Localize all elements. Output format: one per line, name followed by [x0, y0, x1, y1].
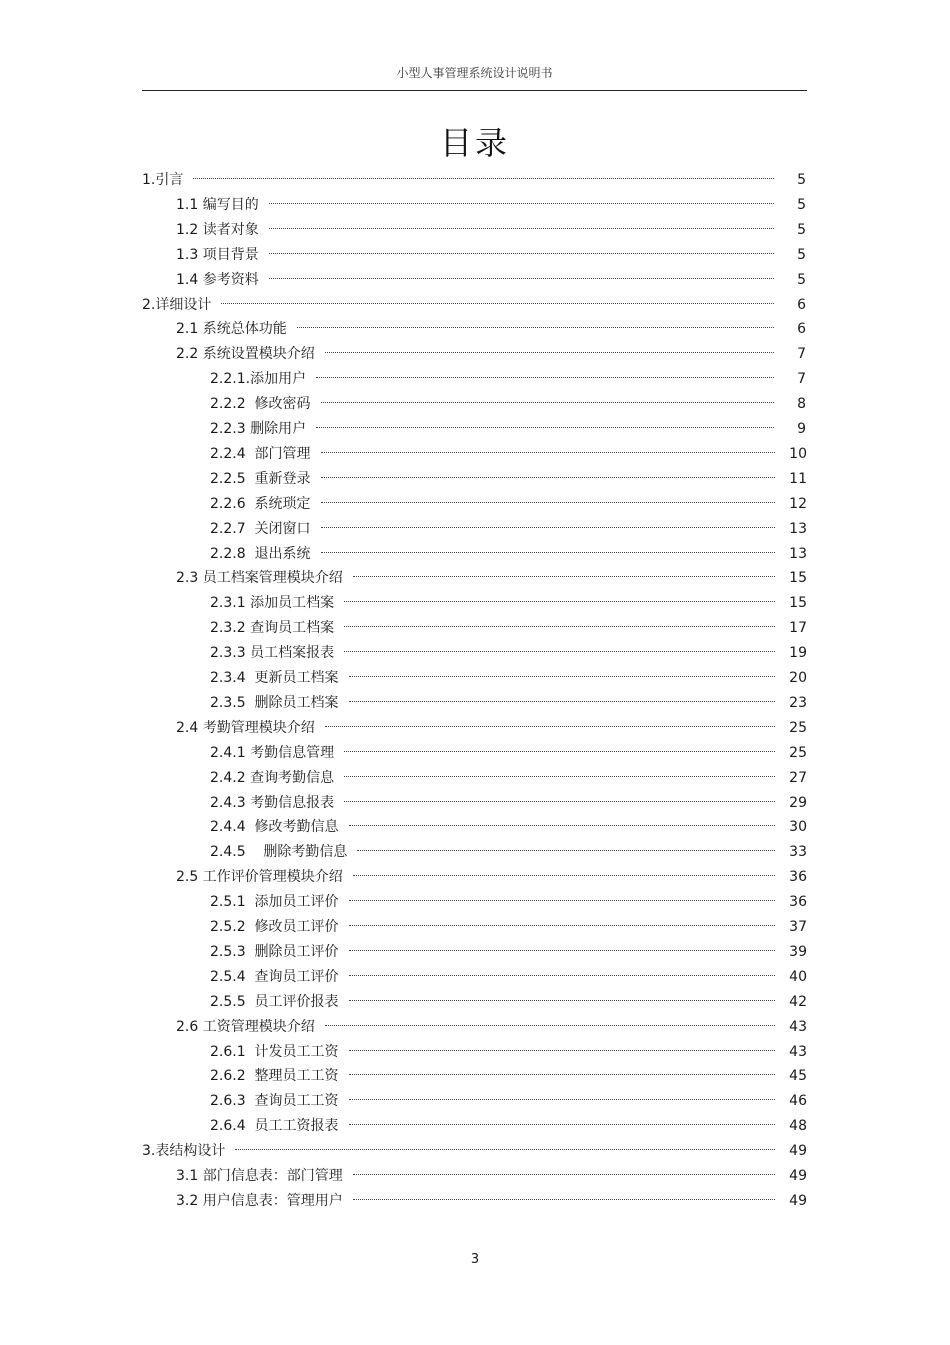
toc-leader-dots	[344, 776, 775, 777]
toc-entry-label: 2.2.2 修改密码	[210, 393, 315, 415]
toc-entry-page: 25	[789, 720, 807, 736]
toc-entry-label: 1.4 参考资料	[176, 269, 263, 291]
toc-leader-dots	[344, 651, 775, 652]
toc-leader-dots	[321, 552, 775, 553]
toc-leader-dots	[349, 1099, 775, 1100]
toc-leader-dots	[344, 601, 775, 602]
toc-entry-label: 2.4.5 删除考勤信息	[210, 841, 351, 863]
toc-entry-page: 45	[789, 1068, 807, 1084]
toc-entry-page: 30	[789, 819, 807, 835]
toc-entry[interactable]	[176, 318, 806, 340]
toc-entry-page: 49	[789, 1193, 807, 1209]
toc-entry[interactable]	[176, 194, 806, 216]
toc-leader-dots	[353, 576, 775, 577]
toc-entry[interactable]	[210, 518, 807, 540]
toc-entry-page: 19	[789, 645, 807, 661]
toc-leader-dots	[321, 477, 775, 478]
toc-leader-dots	[316, 377, 774, 378]
toc-entry[interactable]	[210, 692, 807, 714]
toc-leader-dots	[321, 502, 775, 503]
toc-entry-label: 2.5.2 修改员工评价	[210, 916, 343, 938]
toc-entry-label: 2.3.2 查询员工档案	[210, 617, 338, 639]
toc-entry-page: 23	[789, 695, 807, 711]
toc-entry-page: 13	[789, 521, 807, 537]
toc-entry-label: 1.3 项目背景	[176, 244, 263, 266]
toc-leader-dots	[349, 1124, 775, 1125]
toc-leader-dots	[357, 850, 775, 851]
toc-leader-dots	[344, 626, 775, 627]
toc-entry-label: 1.1 编写目的	[176, 194, 263, 216]
toc-entry[interactable]	[210, 1041, 807, 1063]
toc-entry-label: 2.6.3 查询员工工资	[210, 1090, 343, 1112]
toc-entry-label: 2.3.5 删除员工档案	[210, 692, 343, 714]
toc-entry-page: 48	[789, 1118, 807, 1134]
page-number: 3	[470, 1252, 480, 1267]
toc-entry-label: 2.2.1.添加用户	[210, 368, 310, 390]
toc-entry[interactable]	[176, 567, 807, 589]
toc-entry-page: 5	[797, 222, 806, 238]
toc-leader-dots	[353, 1174, 775, 1175]
toc-entry-label: 2.2.5 重新登录	[210, 468, 315, 490]
toc-leader-dots	[321, 452, 775, 453]
toc-leader-dots	[297, 327, 774, 328]
toc-entry-label: 3.2 用户信息表：管理用户	[176, 1190, 347, 1212]
toc-entry-page: 5	[797, 172, 806, 188]
toc-entry-label: 2.6 工资管理模块介绍	[176, 1016, 319, 1038]
toc-entry[interactable]	[176, 1190, 807, 1212]
toc-entry[interactable]	[210, 941, 807, 963]
toc-entry-page: 15	[789, 570, 807, 586]
toc-entry[interactable]	[176, 1165, 807, 1187]
toc-entry-label: 2.3.1 添加员工档案	[210, 592, 338, 614]
toc-entry-label: 2.3.3 员工档案报表	[210, 642, 338, 664]
toc-entry[interactable]	[210, 493, 807, 515]
toc-leader-dots	[321, 527, 775, 528]
toc-entry-page: 36	[789, 894, 807, 910]
toc-entry-page: 49	[789, 1143, 807, 1159]
toc-entry[interactable]	[176, 244, 806, 266]
toc-entry[interactable]	[210, 1115, 807, 1137]
toc-leader-dots	[193, 178, 774, 179]
toc-leader-dots	[353, 1199, 775, 1200]
toc-entry-page: 42	[789, 994, 807, 1010]
toc-entry-label: 2.2.7 关闭窗口	[210, 518, 315, 540]
toc-leader-dots	[349, 975, 775, 976]
toc-entry-page: 27	[789, 770, 807, 786]
toc-entry-label: 2.5.1 添加员工评价	[210, 891, 343, 913]
toc-entry[interactable]	[210, 966, 807, 988]
toc-entry[interactable]	[176, 343, 806, 365]
running-header: 小型人事管理系统设计说明书	[396, 66, 553, 80]
toc-entry[interactable]	[210, 816, 807, 838]
toc-entry[interactable]	[210, 418, 806, 440]
toc-entry[interactable]	[210, 393, 806, 415]
toc-entry-page: 40	[789, 969, 807, 985]
toc-entry-label: 2.5 工作评价管理模块介绍	[176, 866, 347, 888]
toc-leader-dots	[325, 726, 775, 727]
toc-entry-page: 20	[789, 670, 807, 686]
toc-entry-page: 49	[789, 1168, 807, 1184]
toc-entry-page: 37	[789, 919, 807, 935]
toc-leader-dots	[349, 925, 775, 926]
toc-entry[interactable]	[176, 219, 806, 241]
toc-leader-dots	[344, 751, 775, 752]
toc-entry[interactable]	[210, 468, 807, 490]
toc-entry[interactable]	[142, 169, 806, 191]
toc-entry[interactable]	[210, 368, 806, 390]
toc-leader-dots	[325, 352, 774, 353]
toc-leader-dots	[349, 701, 775, 702]
toc-entry-page: 6	[797, 297, 806, 313]
toc-leader-dots	[235, 1149, 775, 1150]
toc-entry-page: 13	[789, 546, 807, 562]
toc-entry[interactable]	[210, 617, 807, 639]
toc-entry-page: 5	[797, 197, 806, 213]
toc-entry-label: 2.5.3 删除员工评价	[210, 941, 343, 963]
toc-entry-label: 2.5.5 员工评价报表	[210, 991, 343, 1013]
toc-entry-label: 3.1 部门信息表：部门管理	[176, 1165, 347, 1187]
toc-entry[interactable]	[176, 269, 806, 291]
toc-leader-dots	[353, 875, 775, 876]
header-rule	[142, 90, 807, 91]
toc-entry[interactable]	[210, 667, 807, 689]
toc-entry[interactable]	[142, 294, 806, 316]
toc-entry-page: 12	[789, 496, 807, 512]
toc-entry-label: 2.2.4 部门管理	[210, 443, 315, 465]
toc-entry-label: 2.4.2 查询考勤信息	[210, 767, 338, 789]
toc-entry-label: 1.2 读者对象	[176, 219, 263, 241]
toc-entry-page: 17	[789, 620, 807, 636]
toc-entry-page: 46	[789, 1093, 807, 1109]
toc-entry-page: 43	[789, 1044, 807, 1060]
toc-entry-page: 10	[789, 446, 807, 462]
toc-entry[interactable]	[210, 841, 807, 863]
toc-entry-label: 2.3 员工档案管理模块介绍	[176, 567, 347, 589]
toc-entry-label: 2.3.4 更新员工档案	[210, 667, 343, 689]
toc-leader-dots	[269, 228, 774, 229]
toc-leader-dots	[269, 278, 774, 279]
toc-leader-dots	[349, 900, 775, 901]
toc-leader-dots	[349, 825, 775, 826]
toc-entry[interactable]	[210, 1065, 807, 1087]
toc-entry[interactable]	[176, 717, 807, 739]
toc-entry-page: 7	[797, 371, 806, 387]
toc-entry-page: 39	[789, 944, 807, 960]
toc-entry[interactable]	[210, 543, 807, 565]
toc-entry[interactable]	[210, 991, 807, 1013]
toc-leader-dots	[349, 1050, 775, 1051]
page-title: 目录	[439, 124, 510, 162]
toc-entry-page: 11	[789, 471, 807, 487]
toc-leader-dots	[321, 402, 774, 403]
toc-entry-label: 3.表结构设计	[142, 1140, 229, 1162]
toc-leader-dots	[316, 427, 774, 428]
toc-entry-page: 36	[789, 869, 807, 885]
toc-entry-label: 2.4 考勤管理模块介绍	[176, 717, 319, 739]
toc-entry-page: 5	[797, 247, 806, 263]
toc-entry[interactable]	[176, 1016, 807, 1038]
toc-entry[interactable]	[176, 866, 807, 888]
toc-entry-page: 6	[797, 321, 806, 337]
toc-leader-dots	[349, 950, 775, 951]
toc-entry-page: 9	[797, 421, 806, 437]
toc-entry[interactable]	[142, 1140, 807, 1162]
toc-entry-label: 2.4.4 修改考勤信息	[210, 816, 343, 838]
toc-leader-dots	[269, 203, 774, 204]
toc-leader-dots	[269, 253, 774, 254]
toc-entry[interactable]	[210, 1090, 807, 1112]
toc-entry-label: 2.6.4 员工工资报表	[210, 1115, 343, 1137]
toc-leader-dots	[349, 1000, 775, 1001]
toc-entry-page: 8	[797, 396, 806, 412]
toc-entry-label: 2.2.6 系统琐定	[210, 493, 315, 515]
toc-entry[interactable]	[210, 742, 807, 764]
toc-entry-page: 5	[797, 272, 806, 288]
toc-leader-dots	[344, 801, 775, 802]
toc-entry-page: 7	[797, 346, 806, 362]
toc-entry[interactable]	[210, 792, 807, 814]
toc-entry-label: 2.6.1 计发员工工资	[210, 1041, 343, 1063]
toc-entry-label: 2.4.1 考勤信息管理	[210, 742, 338, 764]
toc-entry-label: 2.2.3 删除用户	[210, 418, 310, 440]
toc-entry[interactable]	[210, 891, 807, 913]
toc-entry-page: 15	[789, 595, 807, 611]
toc-leader-dots	[349, 1074, 775, 1075]
toc-entry[interactable]	[210, 916, 807, 938]
toc-entry-label: 2.4.3 考勤信息报表	[210, 792, 338, 814]
toc-entry[interactable]	[210, 767, 807, 789]
toc-entry[interactable]	[210, 592, 807, 614]
toc-entry-label: 2.2.8 退出系统	[210, 543, 315, 565]
toc-entry-label: 2.1 系统总体功能	[176, 318, 291, 340]
toc-entry[interactable]	[210, 443, 807, 465]
toc-entry-page: 33	[789, 844, 807, 860]
toc-leader-dots	[325, 1025, 775, 1026]
toc-leader-dots	[349, 676, 775, 677]
toc-leader-dots	[221, 303, 774, 304]
toc-entry-label: 2.6.2 整理员工工资	[210, 1065, 343, 1087]
toc-entry-label: 1.引言	[142, 169, 187, 191]
toc-entry-page: 25	[789, 745, 807, 761]
toc-entry-label: 2.2 系统设置模块介绍	[176, 343, 319, 365]
toc-entry-label: 2.详细设计	[142, 294, 215, 316]
toc-entry-page: 43	[789, 1019, 807, 1035]
toc-entry-label: 2.5.4 查询员工评价	[210, 966, 343, 988]
toc-entry[interactable]	[210, 642, 807, 664]
toc-entry-page: 29	[789, 795, 807, 811]
